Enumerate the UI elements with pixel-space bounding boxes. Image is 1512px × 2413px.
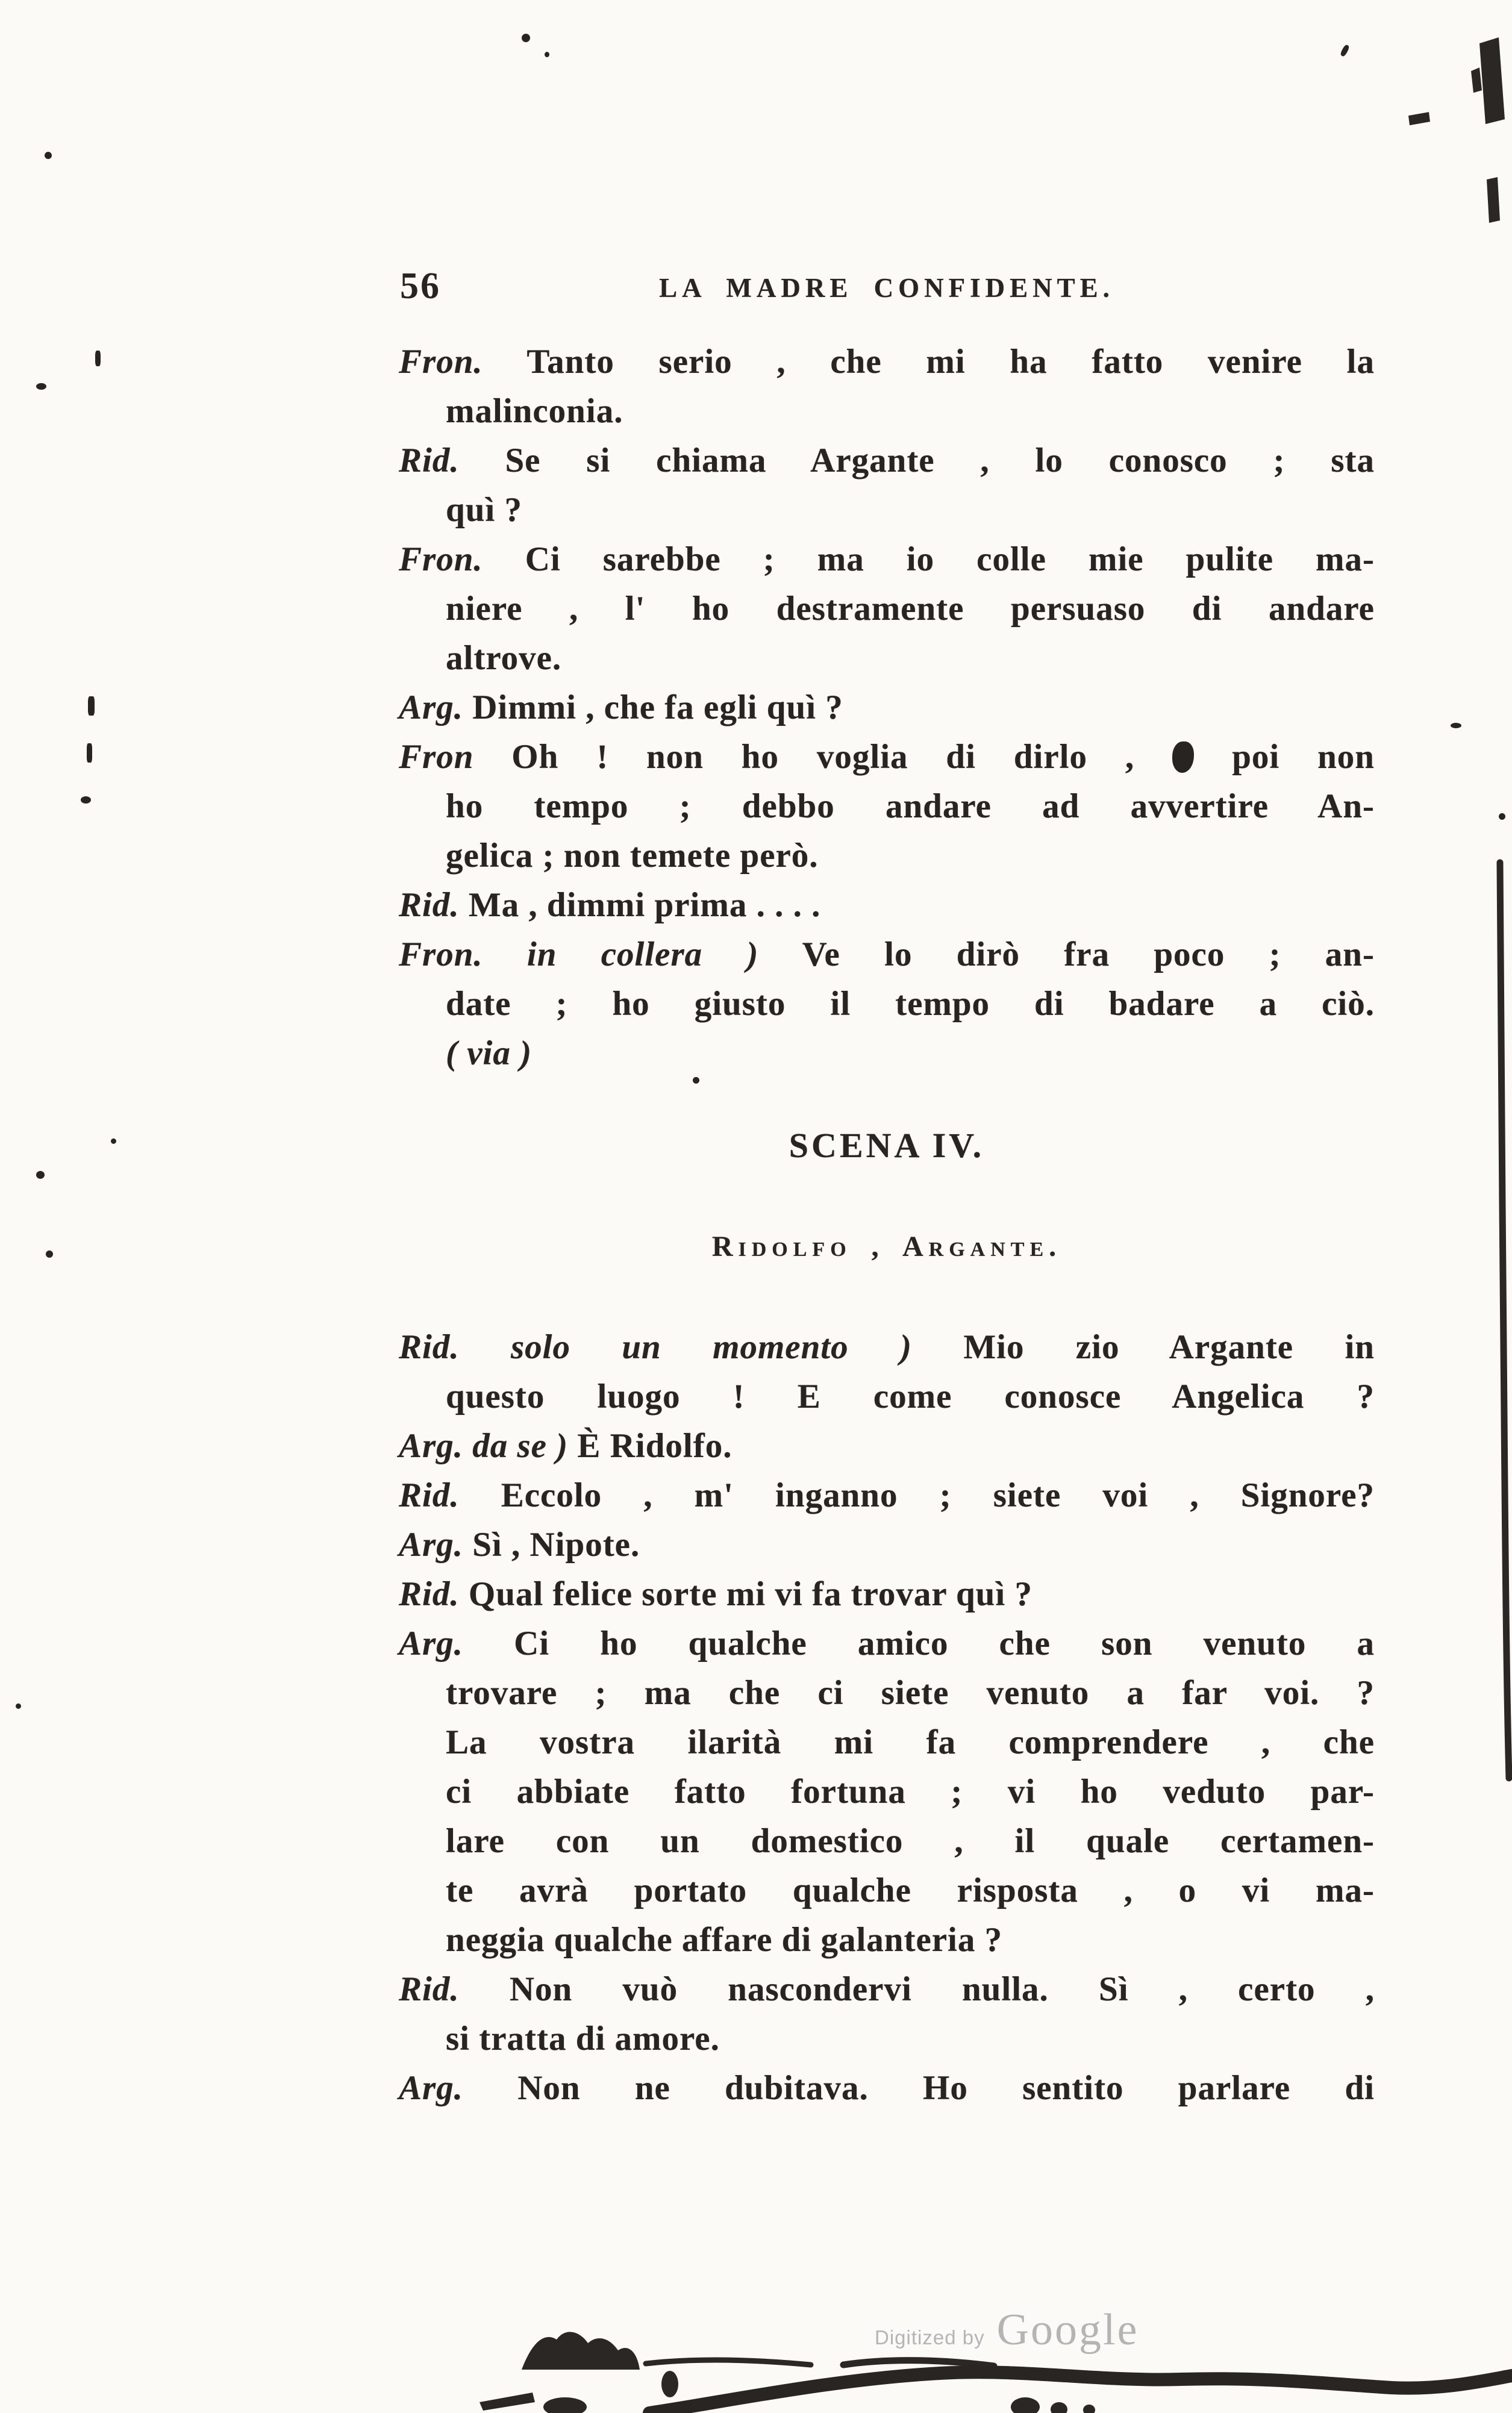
dialogue-line <box>399 1965 1375 2014</box>
dialogue-segment: niere , l' ho destramente persuaso di andare <box>446 590 1375 628</box>
dialogue-line <box>399 683 1375 732</box>
ink-speck <box>88 696 95 716</box>
dialogue-line <box>399 584 1375 634</box>
dialogue-line <box>399 831 1375 881</box>
dialogue-segment-italic: Rid. <box>399 442 460 479</box>
dialogue-line <box>399 1422 1375 1471</box>
dialogue-segment-italic: Arg. <box>399 688 463 726</box>
page-header <box>399 264 1375 318</box>
dialogue-segment-italic: Rid. <box>399 1970 460 2008</box>
right-edge-mark <box>1487 177 1500 223</box>
dialogue-line <box>399 485 1375 535</box>
google-logo: Google <box>996 2305 1139 2355</box>
dialogue-segment: trovare ; ma che ci siete venuto a far voi. ? <box>446 1674 1375 1712</box>
dialogue-segment-italic: Fron <box>399 738 474 776</box>
right-edge-line <box>1500 863 1509 1778</box>
dialogue-segment: Qual felice sorte mi vi fa trovar quì ? <box>468 1575 1032 1613</box>
dialogue-segment: e <box>1172 741 1194 773</box>
dialogue-segment-italic: Rid. <box>399 886 460 924</box>
dialogue-segment-italic: Fron. in collera ) <box>399 935 759 973</box>
dialogue-segment: Non ne dubitava. Ho sentito parlare di <box>517 2069 1375 2107</box>
dialogue-line <box>399 1718 1375 1767</box>
watermark <box>875 2305 1139 2356</box>
dialogue-segment: gelica ; non temete però. <box>446 837 819 875</box>
dialogue-segment-italic: Arg. <box>399 2069 463 2107</box>
dialogue-segment-italic: Fron. <box>399 540 483 578</box>
dialogue-segment: lare con un domestico , il quale certamen- <box>446 1822 1375 1860</box>
ink-speck <box>36 1171 45 1179</box>
dialogue-segment: date ; ho giusto il tempo di badare a ciò. <box>446 985 1375 1023</box>
dialogue-segment: ho tempo ; debbo andare ad avvertire An- <box>446 787 1375 825</box>
dialogue-segment-italic: Rid. <box>399 1476 460 1514</box>
dialogue-line <box>399 1471 1375 1520</box>
ink-speck <box>45 152 52 159</box>
ink-smudge-trail <box>646 2360 811 2365</box>
dialogue-line <box>399 1323 1375 1372</box>
dialogue-line <box>399 1570 1375 1619</box>
dialogue-segment: Non vuò nascondervi nulla. Sì , certo , <box>509 1970 1375 2008</box>
dialogue-segment: Sì , Nipote. <box>472 1526 640 1564</box>
ink-blob <box>1011 2397 1040 2413</box>
dialogue-line <box>399 2014 1375 2064</box>
dialogue-line <box>399 1520 1375 1570</box>
right-edge-tick <box>1408 112 1430 125</box>
dialogue-line <box>399 782 1375 831</box>
dialogue-segment: Eccolo , m' inganno ; siete voi , Signore? <box>501 1476 1375 1514</box>
dialogue-line <box>399 1619 1375 1668</box>
scene-heading: SCENA IV. <box>789 1126 985 1165</box>
ink-speck <box>545 52 549 57</box>
dialogue-segment: Ma , dimmi prima . . . . <box>468 886 821 924</box>
ink-smudge-ridge <box>522 2332 640 2370</box>
ink-smudge-corner <box>480 2393 535 2411</box>
dialogue-line <box>399 436 1375 485</box>
ink-speck <box>46 1250 53 1258</box>
ink-smudge-wave <box>649 2372 1512 2413</box>
dialogue-block-scene3-end <box>399 337 1375 1078</box>
dialogue-line <box>399 979 1375 1029</box>
right-edge-mark <box>1479 37 1505 124</box>
page-number: 56 <box>400 266 441 307</box>
ink-speck <box>95 351 101 366</box>
watermark-prefix: Digitized by <box>875 2326 985 2349</box>
dialogue-segment-italic: Arg. <box>399 1526 463 1564</box>
dialogue-line <box>399 1767 1375 1817</box>
dialogue-line <box>399 634 1375 683</box>
dialogue-segment-italic: Rid. solo un momento ) <box>399 1328 912 1366</box>
dialogue-segment: malinconia. <box>446 392 623 430</box>
ink-speck <box>111 1138 116 1144</box>
dialogue-segment: Se si chiama Argante , lo conosco ; sta <box>505 442 1375 479</box>
dialogue-segment-italic: Fron. <box>399 343 483 381</box>
ink-speck <box>81 796 91 804</box>
dialogue-segment-italic: Rid. <box>399 1575 460 1613</box>
ink-speck <box>522 34 530 42</box>
dialogue-segment-italic: Arg. da se ) <box>399 1427 569 1465</box>
dialogue-line <box>399 1668 1375 1718</box>
ink-blob <box>1083 2405 1095 2413</box>
dialogue-segment: Oh ! non ho voglia di dirlo , <box>511 738 1135 776</box>
dialogue-segment: Tanto serio , che mi ha fatto venire la <box>526 343 1375 381</box>
dialogue-line <box>399 732 1375 782</box>
dialogue-line <box>399 387 1375 436</box>
ink-blob <box>661 2371 678 2397</box>
dialogue-line <box>399 1866 1375 1915</box>
ink-blob <box>1051 2402 1067 2413</box>
dialogue-block-scene4 <box>399 1323 1375 2113</box>
dialogue-segment: poi non <box>1232 738 1375 776</box>
ink-speck <box>16 1703 21 1709</box>
dialogue-segment: La vostra ilarità mi fa comprendere , che <box>446 1723 1375 1761</box>
dialogue-line <box>399 337 1375 387</box>
dialogue-segment: si tratta di amore. <box>446 2020 720 2058</box>
running-title: LA MADRE CONFIDENTE. <box>659 273 1114 303</box>
dialogue-segment: È Ridolfo. <box>577 1427 733 1465</box>
dialogue-segment: te avrà portato qualche risposta , o vi ma- <box>446 1871 1375 1909</box>
dialogue-segment: ci abbiate fatto fortuna ; vi ho veduto par- <box>446 1773 1375 1811</box>
dialogue-line <box>399 535 1375 584</box>
ink-blob <box>543 2397 587 2413</box>
dialogue-segment: Ve lo dirò fra poco ; an- <box>802 935 1375 973</box>
dialogue-segment: questo luogo ! E come conosce Angelica ? <box>446 1378 1375 1416</box>
scene-characters: Ridolfo , Argante. <box>711 1231 1062 1263</box>
dialogue-segment-italic: Arg. <box>399 1625 463 1662</box>
right-edge-mark <box>1471 67 1482 93</box>
dialogue-segment-italic: ( via ) <box>446 1034 533 1072</box>
dialogue-segment: quì ? <box>446 491 522 529</box>
ink-speck <box>1451 723 1461 728</box>
dialogue-line <box>399 1915 1375 1965</box>
dialogue-line <box>399 1029 1375 1078</box>
ink-speck <box>1340 44 1350 57</box>
dialogue-line <box>399 1372 1375 1422</box>
ink-smudge-trail <box>843 2361 994 2366</box>
dialogue-segment: Ci ho qualche amico che son venuto a <box>514 1625 1375 1662</box>
dialogue-segment: Mio zio Argante in <box>963 1328 1375 1366</box>
dialogue-line <box>399 930 1375 979</box>
dialogue-line <box>399 1817 1375 1866</box>
ink-speck <box>36 383 46 390</box>
dialogue-segment: altrove. <box>446 639 562 677</box>
dialogue-line <box>399 881 1375 930</box>
ink-speck <box>1499 813 1505 820</box>
dialogue-segment: Dimmi , che fa egli quì ? <box>472 688 843 726</box>
dialogue-line <box>399 2064 1375 2113</box>
ink-speck <box>87 743 92 763</box>
dialogue-segment: neggia qualche affare di galanteria ? <box>446 1921 1003 1959</box>
dialogue-segment: Ci sarebbe ; ma io colle mie pulite ma- <box>525 540 1375 578</box>
